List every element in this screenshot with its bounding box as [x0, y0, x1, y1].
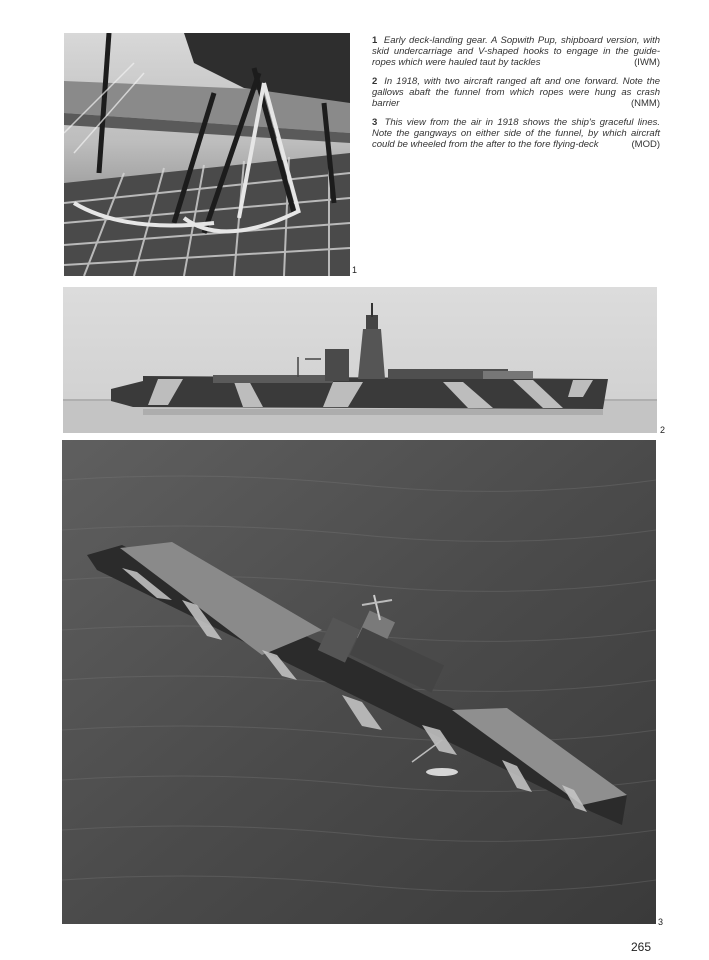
caption-number: 3 [372, 117, 378, 128]
caption-2 [372, 76, 660, 109]
captions-block [372, 35, 660, 158]
photo-credit: (IWM) [634, 57, 660, 68]
photo-ship-side-view [63, 287, 657, 433]
photo-sopwith-pup-undercarriage [64, 33, 350, 276]
caption-1 [372, 35, 660, 68]
plate-number-3: 3 [658, 917, 664, 927]
photo-credit: (MOD) [631, 139, 660, 150]
caption-number: 2 [372, 76, 378, 87]
photo-ship-aerial-view [62, 440, 656, 924]
plate-number-1: 1 [352, 265, 358, 275]
caption-3 [372, 117, 660, 150]
caption-number: 1 [372, 35, 378, 46]
caption-text: In 1918, with two aircraft ranged aft and one forward. Note the gallows abaft the funnel from which ropes were hung as crash barrier [372, 76, 661, 109]
page-number: 265 [631, 940, 652, 954]
photo-credit: (NMM) [630, 98, 660, 109]
plate-number-2: 2 [660, 425, 666, 435]
caption-text: Early deck-landing gear. A Sopwith Pup, shipboard version, with skid undercarriage and V-shaped hooks to engage in the guide-ropes which were hauled taut by tackles [372, 35, 660, 68]
caption-text: This view from the air in 1918 shows the ship's graceful lines. Note the gangways on either side of the funnel, by which aircraft could be wheeled from the after to the fore flying-deck [372, 117, 660, 150]
